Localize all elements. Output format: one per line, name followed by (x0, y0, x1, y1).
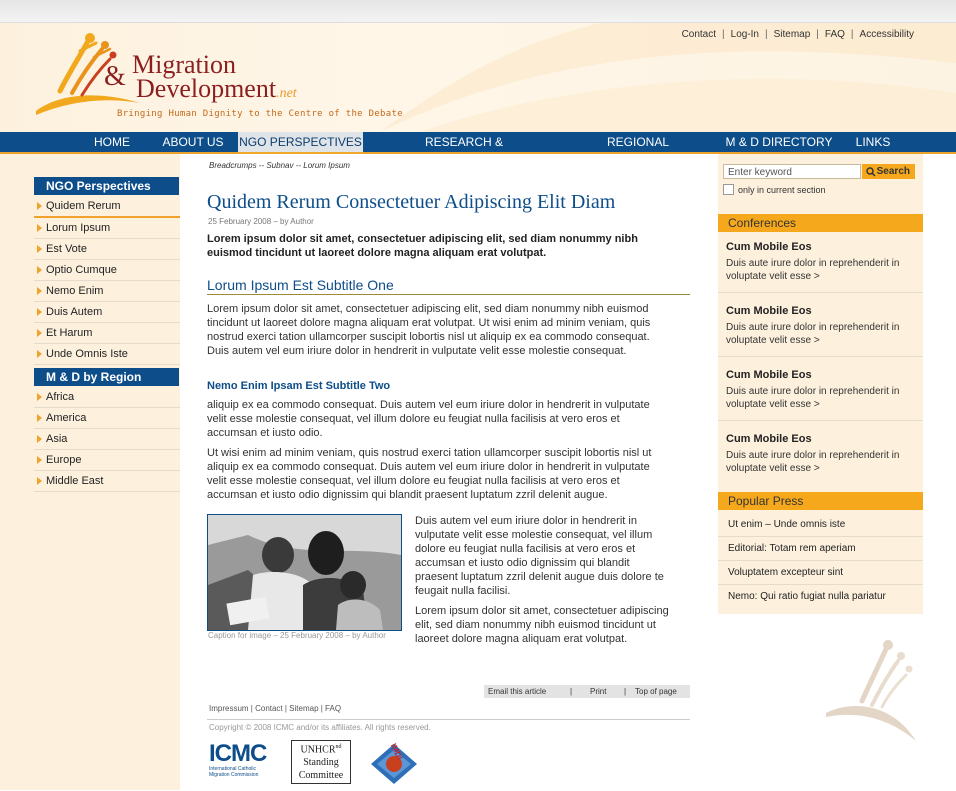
press-link[interactable]: Voluptatem excepteur sint (728, 567, 844, 578)
logo-ampersand: & (104, 61, 126, 92)
faq-link[interactable]: FAQ (824, 29, 845, 40)
arrow-right-icon (37, 477, 42, 485)
arrow-right-icon (37, 308, 42, 316)
nav-about-us[interactable]: ABOUT US (162, 135, 224, 149)
logo-net: .net (276, 86, 297, 101)
sidebar-item-unde-omnis-iste[interactable]: Unde Omnis Iste (34, 344, 180, 365)
sidebar-item-middle-east[interactable]: Middle East (34, 471, 180, 492)
sidebar-item-est-vote[interactable]: Est Vote (34, 239, 180, 260)
current-section-checkbox[interactable] (723, 184, 734, 195)
arrow-right-icon (37, 202, 42, 210)
logo-migration: Migration (132, 50, 236, 79)
site-header (0, 23, 956, 132)
unhcr-standing-committee-logo[interactable]: $UNHCR^{nd}$ Standing Committee (291, 740, 351, 784)
ngo-perspectives-heading: NGO Perspectives (34, 177, 179, 195)
sidebar-item-optio-cumque[interactable]: Optio Cumque (34, 260, 180, 281)
divider: | (624, 687, 627, 696)
partner-logos (207, 740, 447, 788)
conferences-heading: Conferences (718, 214, 923, 232)
conference-item[interactable]: Cum Mobile Eos Duis aute irure dolor in reprehenderit in voluptate velit esse > (726, 305, 900, 346)
arrow-right-icon (37, 245, 42, 253)
arrow-right-icon (37, 329, 42, 337)
divider (718, 292, 923, 293)
sidebar-item-nemo-enim[interactable]: Nemo Enim (34, 281, 180, 302)
sidebar-item-africa[interactable]: Africa (34, 387, 180, 408)
paragraph-three: Ut wisi enim ad minim veniam, quis nostrud exerci tation ullamcorper suscipit lobortis nisl ut aliquip ex ea commodo consequat. Duis autem vel eum iriure dolor in hendrerit in vulputate velit esse molestie consequat, vel illum dolore eu feugiat nulla facilisis at vero eros et accumsan et iusto odio dignissim qui blandit praesent luptatum zzril delenit augue. (207, 447, 652, 501)
article-photo[interactable] (207, 514, 402, 631)
arrow-right-icon (37, 287, 42, 295)
nav-home[interactable]: HOME (94, 135, 130, 149)
nav-regional-resources[interactable]: REGIONAL RESOURCES (599, 135, 676, 169)
sidebar-item-et-harum[interactable]: Et Harum (34, 323, 180, 344)
browser-top-strip (0, 0, 956, 23)
md-by-region-heading: M & D by Region (34, 368, 179, 386)
contact-link[interactable]: Contact (681, 29, 717, 40)
popular-press-heading: Popular Press (718, 492, 923, 510)
divider (718, 560, 923, 561)
nav-research-publications[interactable]: RESEARCH & PUBLICATIONS (420, 135, 508, 169)
paragraph-five: Lorem ipsum dolor sit amet, consectetuer adipiscing elit, sed diam nonummy nibh euismod tincidunt ut laoreet dolore magna aliquam erat volutpat. (415, 605, 669, 645)
paragraph-one: Lorem ipsum dolor sit amet, consectetuer adipiscing elit, sed diam nonummy nibh euismod tincidunt ut laoreet dolore magna aliquam erat volutpat. Ut wisi enim ad minim veniam, quis nostrud exerci tation ullamcorper suscipit lobortis nisl ut aliquip ex ea commodo consequat. Duis autem vel eum iriure dolor in hendrerit in vulputate velit esse molestie consequat. (207, 303, 651, 357)
nav-ngo-perspectives[interactable]: NGO PERSPECTIVES (238, 132, 363, 154)
arrow-right-icon (37, 224, 42, 232)
search-icon (866, 167, 876, 177)
nav-links[interactable]: LINKS (855, 135, 891, 149)
arrow-right-icon (37, 435, 42, 443)
copyright-text: Copyright © 2008 ICMC and/or its affiliates. All rights reserved. (209, 723, 431, 732)
divider (718, 584, 923, 585)
arrow-right-icon (37, 350, 42, 358)
sidebar-item-europe[interactable]: Europe (34, 450, 180, 471)
region-menu (34, 387, 180, 492)
subtitle-two: Nemo Enim Ipsam Est Subtitle Two (207, 380, 391, 392)
press-link[interactable]: Ut enim – Unde omnis iste (728, 519, 846, 530)
paragraph-four: Duis autem vel eum iriure dolor in hendrerit in vulputate velit esse molestie consequat, vel illum dolore eu feugiat nulla facilisis at vero eros et accumsan et iusto odio dignissim qui blandit praesent luptatum zzril delenit augue duis dolore te feugait nulla facilisi. (415, 515, 664, 597)
footer-divider (207, 719, 690, 720)
utility-links: Contact | Log-In | Sitemap | FAQ | Accessibility (681, 29, 914, 40)
sidebar-item-duis-autem[interactable]: Duis Autem (34, 302, 180, 323)
arrow-right-icon (37, 414, 42, 422)
print-link[interactable]: Print (590, 687, 607, 696)
sitemap-link[interactable]: Sitemap (773, 29, 811, 40)
divider: | (570, 687, 573, 696)
divider (718, 420, 923, 421)
ngo-perspectives-menu (34, 196, 180, 365)
divider (718, 356, 923, 357)
search-button[interactable]: Search (862, 164, 915, 179)
conference-item[interactable]: Cum Mobile Eos Duis aute irure dolor in reprehenderit in voluptate velit esse > (726, 433, 900, 474)
paragraph-two: aliquip ex ea commodo consequat. Duis autem vel eum iriure dolor in hendrerit in vulputate velit esse molestie consequat, vel illum dolore eu feugiat nulla facilisis at vero eros et accumsan et iusto odio. (207, 399, 650, 439)
nav-md-directory[interactable]: M & D DIRECTORY (725, 135, 833, 149)
top-of-page-link[interactable]: Top of page (635, 687, 677, 696)
email-article-link[interactable]: Email this article (488, 687, 547, 696)
breadcrumb[interactable]: Breadcrumps -- Subnav -- Lorum Ipsum (209, 161, 350, 170)
login-link[interactable]: Log-In (730, 29, 759, 40)
icmc-logo[interactable]: ICMC International Catholic Migration Commission (209, 740, 267, 778)
subtitle-one: Lorum Ipsum Est Subtitle One (207, 277, 690, 295)
arrow-right-icon (37, 456, 42, 464)
arrow-right-icon (37, 266, 42, 274)
sidebar-item-america[interactable]: America (34, 408, 180, 429)
site-tagline: Bringing Human Dignity to the Centre of the Debate (117, 109, 403, 119)
site-logo-wordmark[interactable] (104, 50, 297, 106)
sidebar-item-lorum-ipsum[interactable]: Lorum Ipsum (34, 218, 180, 239)
press-link[interactable]: Nemo: Qui ratio fugiat nulla pariatur (728, 591, 886, 602)
footer-links[interactable]: Impressum | Contact | Sitemap | FAQ (209, 704, 342, 713)
arrow-right-icon (37, 393, 42, 401)
divider (718, 536, 923, 537)
faded-figures-watermark-icon (824, 635, 924, 745)
article-title: Quidem Rerum Consectetuer Adipiscing Elit Diam (207, 191, 616, 213)
article-date: 25 February 2008 – by Author (208, 217, 314, 226)
sidebar-item-quidem-rerum[interactable]: Quidem Rerum (34, 196, 180, 218)
sidebar-item-asia[interactable]: Asia (34, 429, 180, 450)
imdi-logo[interactable]: IMDI (367, 742, 421, 786)
conference-item[interactable]: Cum Mobile Eos Duis aute irure dolor in reprehenderit in voluptate velit esse > (726, 369, 900, 410)
accessibility-link[interactable]: Accessibility (859, 29, 914, 40)
article-tools-bar (484, 685, 690, 698)
photo-caption: Caption for image – 25 February 2008 – by Author (208, 631, 386, 640)
logo-development: Development (136, 74, 277, 103)
conference-item[interactable]: Cum Mobile Eos Duis aute irure dolor in reprehenderit in voluptate velit esse > (726, 241, 900, 282)
article-lead: Lorem ipsum dolor sit amet, consectetuer adipiscing elit, sed diam nonummy nibh euismod tincidunt ut laoreet dolore magna aliquam erat volutpat. (207, 233, 638, 259)
press-link[interactable]: Editorial: Totam rem aperiam (728, 543, 856, 554)
checkbox-label: only in current section (738, 185, 826, 195)
search-input[interactable]: Enter keyword (723, 164, 861, 179)
